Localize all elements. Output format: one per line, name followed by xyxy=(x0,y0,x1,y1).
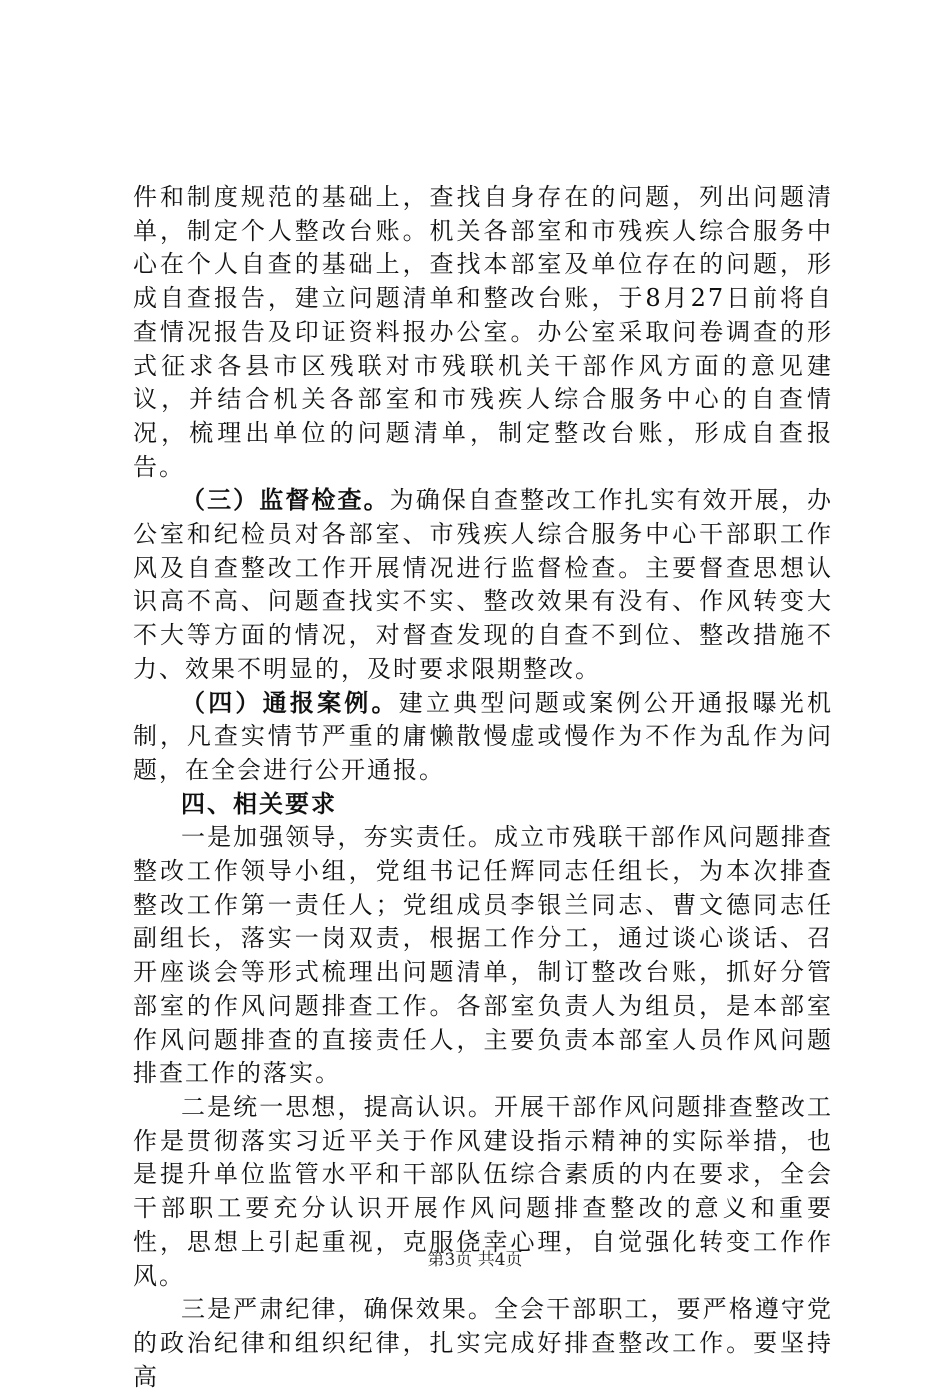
section-supervision-title: （三）监督检查。 xyxy=(181,486,390,515)
requirement-thinking: 二是统一思想，提高认识。开展干部作风问题排查整改工作是贯彻落实习近平关于作风建设指示精神的实际举措，也是提升单位监管水平和干部队伍综合素质的内在要求，全会干部职工要充分认识开展作风问题排查整改的意义和重要性，思想上引起重视，克服侥幸心理，自觉强化转变工作作风。 xyxy=(133,1092,833,1290)
page-number-footer: 第3页 共4页 xyxy=(427,1250,523,1270)
heading-requirements: 四、相关要求 xyxy=(181,789,337,818)
section-case-report xyxy=(133,687,833,788)
section-supervision-text: 为确保自查整改工作扎实有效开展，办公室和纪检员对各部室、市残疾人综合服务中心干部职工作风及自查整改工作开展情况进行监督检查。主要督查思想认识高不高、问题查找实不实、整改效果有没有、作风转变大不大等方面的情况，对督查发现的自查不到位、整改措施不力、效果不明显的，及时要求限期整改。 xyxy=(133,486,834,683)
section-case-report-title: （四）通报案例。 xyxy=(181,688,399,717)
section-supervision xyxy=(133,484,833,686)
paragraph-continuation: 件和制度规范的基础上，查找自身存在的问题，列出问题清单，制定个人整改台账。机关各部室和市残疾人综合服务中心在个人自查的基础上，查找本部室及单位存在的问题，形成自查报告，建立问题清单和整改台账，于8月27日前将自查情况报告及印证资料报办公室。办公室采取问卷调查的形式征求各县市区残联对市残联机关干部作风方面的意见建议，并结合机关各部室和市残疾人综合服务中心的自查情况，梳理出单位的问题清单，制定整改台账，形成自查报告。 xyxy=(133,183,833,481)
section-case-report-text: 建立典型问题或案例公开通报曝光机制，凡查实情节严重的庸懒散慢虚或慢作为不作为乱作为问题，在全会进行公开通报。 xyxy=(133,688,834,784)
requirement-leadership: 一是加强领导，夯实责任。成立市残联干部作风问题排查整改工作领导小组，党组书记任辉同志任组长，为本次排查整改工作第一责任人；党组成员李银兰同志、曹文德同志任副组长，落实一岗双责，根据工作分工，通过谈心谈话、召开座谈会等形式梳理出问题清单，制订整改台账，抓好分管部室的作风问题排查工作。各部室负责人为组员，是本部室作风问题排查的直接责任人，主要负责本部室人员作风问题排查工作的落实。 xyxy=(133,823,833,1088)
requirement-discipline: 三是严肃纪律，确保效果。全会干部职工，要严格遵守党的政治纪律和组织纪律，扎实完成好排查整改工作。要坚持高 xyxy=(133,1295,833,1391)
document-body xyxy=(133,181,833,1394)
